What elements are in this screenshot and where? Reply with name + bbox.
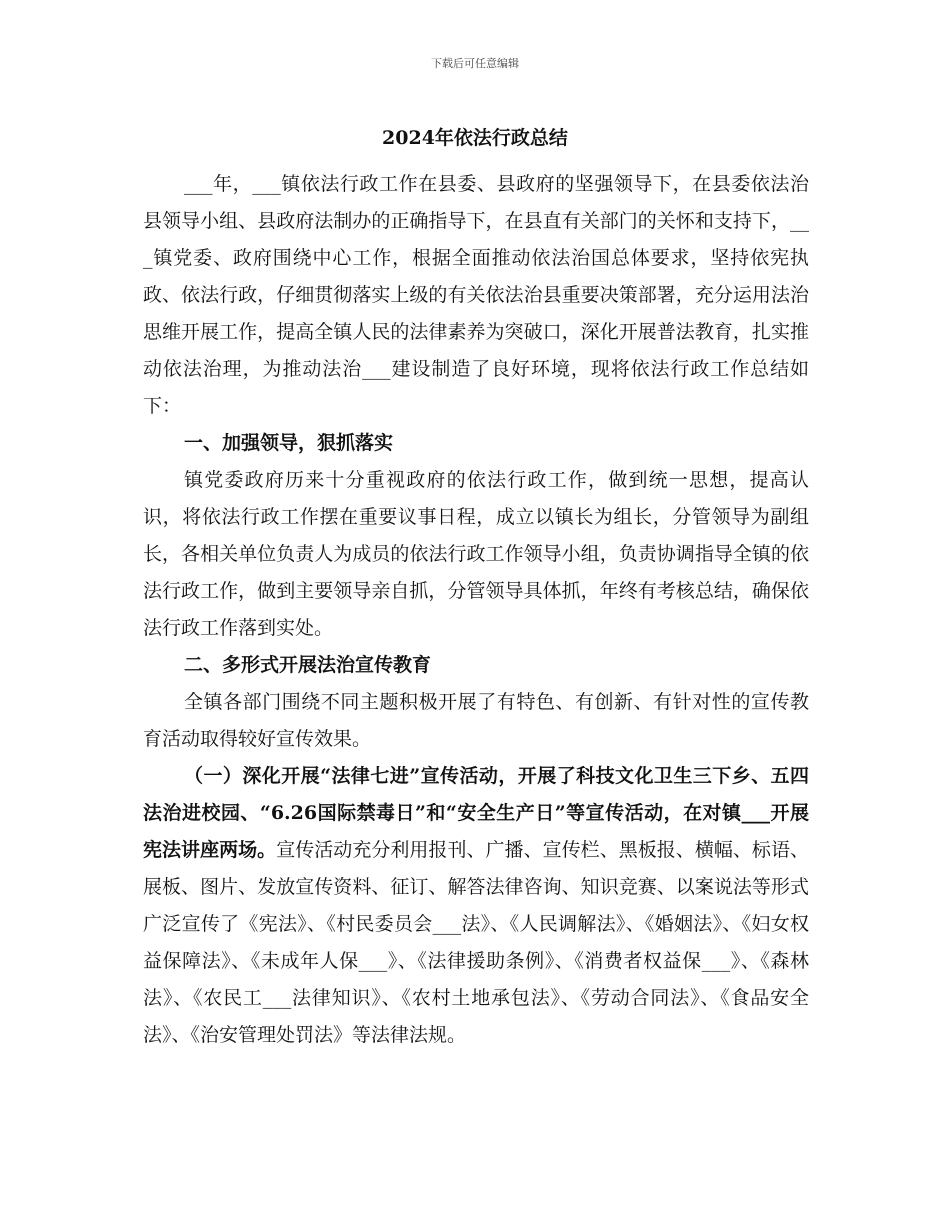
section-heading-1: 一、加强领导，狠抓落实 (184, 432, 394, 454)
section-heading-2: 二、多形式开展法治宣传教育 (184, 654, 432, 676)
subsection-1-paragraph (143, 758, 809, 1054)
section-2-paragraph: 全镇各部门围绕不同主题积极开展了有特色、有创新、有针对性的宣传教育活动取得较好宣传效果。 (143, 691, 809, 750)
document-title: 2024年依法行政总结 (382, 127, 568, 149)
document-body (143, 166, 809, 1054)
subsection-1-bold: （一）深化开展“法律七进”宣传活动，开展了科技文化卫生三下乡、五四法治进校园、“6.26国际禁毒日”和“安全生产日”等宣传活动，在对镇___开展宪法讲座两场。 (143, 765, 809, 861)
section-1-paragraph: 镇党委政府历来十分重视政府的依法行政工作，做到统一思想，提高认识，将依法行政工作摆在重要议事日程，成立以镇长为组长，分管领导为副组长，各相关单位负责人为成员的依法行政工作领导小组，负责协调指导全镇的依法行政工作，做到主要领导亲自抓，分管领导具体抓，年终有考核总结，确保依法行政工作落到实处。 (143, 469, 809, 639)
subsection-1-text: 宣传活动充分利用报刊、广播、宣传栏、黑板报、横幅、标语、展板、图片、发放宣传资料、征订、解答法律咨询、知识竞赛、以案说法等形式广泛宣传了《宪法》、《村民委员会___法》、《人民调解法》、《婚姻法》、《妇女权益保障法》、《未成年人保___》、《法律援助条例》、《消费者权益保___》、《森林法》、《农民工___法律知识》、《农村土地承包法》、《劳动合同法》、《食品安全法》、《治安管理处罚法》等法律法规。 (143, 839, 809, 1046)
intro-paragraph: ___年，___镇依法行政工作在县委、县政府的坚强领导下，在县委依法治县领导小组、县政府法制办的正确指导下，在县直有关部门的关怀和支持下，___镇党委、政府围绕中心工作，根据全面推动依法治国总体要求，坚持依宪执政、依法行政，仔细贯彻落实上级的有关依法治县重要决策部署，充分运用法治思维开展工作，提高全镇人民的法律素养为突破口，深化开展普法教育，扎实推动依法治理，为推动法治___建设制造了良好环境，现将依法行政工作总结如下： (143, 173, 809, 417)
header-note: 下载后可任意编辑 (431, 57, 519, 70)
